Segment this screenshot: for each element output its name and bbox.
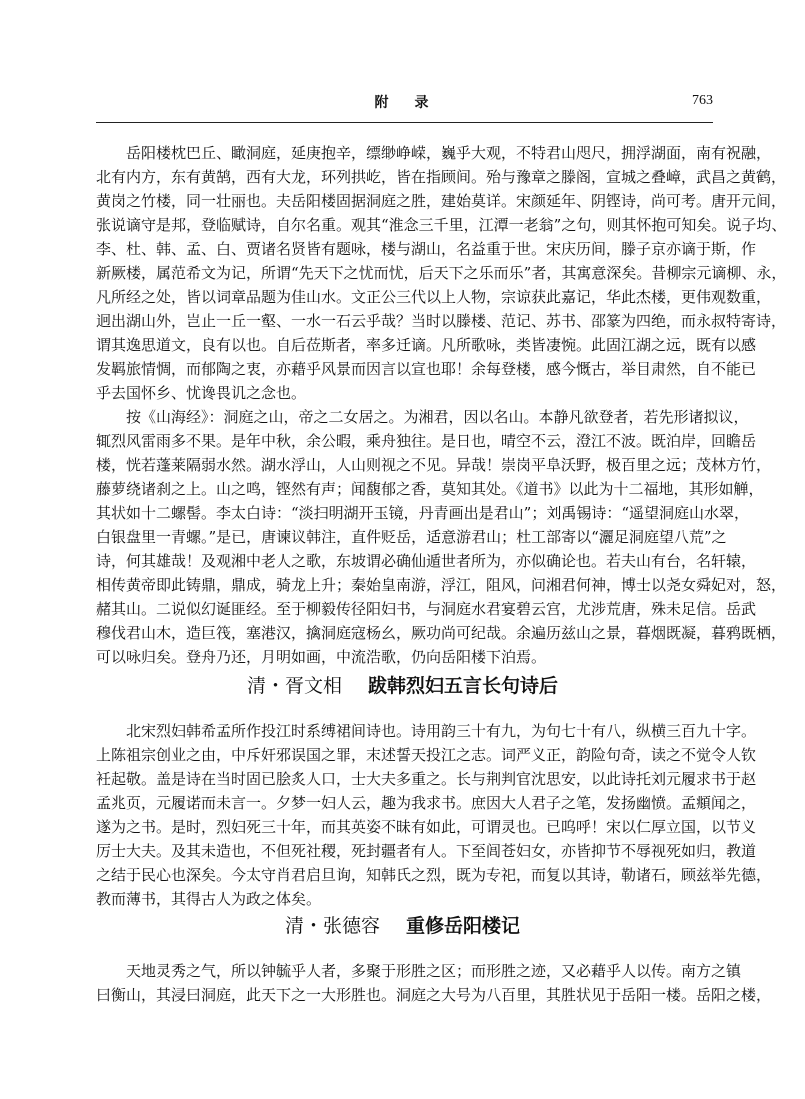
text-line: 诗，何其雄哉！及观湘中老人之歌，东坡谓必确仙遁世者所为，亦似确论也。若夫山有台，名轩辕， [96, 552, 757, 570]
text-line: 之结于民心也深矣。今太守肖君启旦询，知韩氏之烈，既为专祀，而复以其诗，勒诸石，顾兹举先德， [96, 866, 772, 884]
text-line: 衽起敬。盖是诗在当时固已脍炙人口，士大夫多重之。长与荆判官沈思安，以此诗托刘元履求书于赵 [96, 770, 757, 788]
header-rule [96, 122, 713, 123]
text-line: 张说谪守是邦，登临赋诗，自尔名重。观其“淮念三千里，江潭一老翁”之句，则其怀抱可知矣。说子均、 [96, 216, 787, 234]
text-line: 曰衡山，其浸曰洞庭，此天下之一大形胜也。洞庭之大号为八百里，其胜状见于岳阳一楼。岳阳之楼， [96, 986, 772, 1004]
text-line: 黄岗之竹楼，同一壮丽也。夫岳阳楼固据洞庭之胜，建始莫详。宋颜延年、阴铿诗，尚可考。唐开元间， [96, 192, 787, 210]
section-author: 清・胥文相 [246, 675, 342, 697]
section-work-title: 跋韩烈妇五言长句诗后 [368, 675, 559, 697]
text-line: 发羁旅情惆，而郁陶之衷，亦藉乎风景而因言以宣也耶！余每登楼，感今慨古，举目肃然，自不能已 [96, 360, 757, 378]
text-line: 楼，恍若蓬莱隔弱水然。湖水浮山，人山则视之不见。异哉！崇岗平阜沃野，极百里之远；茂林方竹， [96, 456, 772, 474]
text-line: 辄烈风雷雨多不果。是年中秋，余公暇，乘舟独往。是日也，晴空不云，澄江不波。既泊岸，回瞻岳 [96, 432, 757, 450]
page-number: 763 [692, 93, 713, 108]
text-line: 厉士大夫。及其未造也，不但死社稷，死封疆者有人。下至闾苍妇女，亦皆抑节不辱视死如归，教道 [96, 842, 757, 860]
text-line: 赭其山。二说似幻诞匪经。至于柳毅传径阳妇书，与洞庭水君宴碧云宫，尤涉荒唐，殊未足信。岳武 [96, 600, 757, 618]
text-line: 北宋烈妇韩希孟所作投江时系缚裙间诗也。诗用韵三十有九，为句七十有八，纵横三百九十字。 [126, 722, 757, 740]
text-line: 其状如十二螺髻。李太白诗：“淡扫明湖开玉镜，丹青画出是君山”；刘禹锡诗：“遥望洞庭山水翠， [96, 504, 750, 522]
text-line: 教而薄书，其得古人为政之体矣。 [96, 890, 322, 908]
text-line: 岳阳楼枕巴丘、瞰洞庭，延庚抱辛，缥缈峥嵘，巍乎大观，不特君山咫尺，拥浮湖面，南有祝融， [126, 144, 772, 162]
section-work-title: 重修岳阳楼记 [406, 915, 521, 937]
running-header [96, 92, 713, 116]
text-line: 白银盘里一青螺。”是已，唐谏议韩注，直件贬岳，适意游君山；杜工部寄以“灑足洞庭望八荒”之 [96, 528, 727, 546]
section-author: 清・张德容 [284, 915, 380, 937]
text-line: 上陈祖宗创业之由，中斥奸邪误国之罪，末述誓天投江之志。词严义正，韵险句奇，读之不觉令人钦 [96, 746, 757, 764]
text-line: 穆伐君山木，造巨筏，塞港汉，擒洞庭寇杨幺，厥功尚可纪哉。余遍历兹山之景，暮烟既凝，暮鸦既栖， [96, 624, 787, 642]
text-line: 迥出湖山外，岂止一丘一壑、一水一石云乎哉？当时以滕楼、范记、苏书、邵篆为四绝，而永叔特寄诗， [96, 312, 787, 330]
text-line: 藤萝绕诸刹之上。山之鸣，铿然有声；闻馥郁之香，莫知其处。《道书》以此为十二福地，其形如觯， [96, 480, 764, 498]
text-line: 相传黄帝即此铸鼎，鼎成，骑龙上升；秦始皇南游，浮江，阻风，问湘君何神，博士以尧女舜妃对，怒， [96, 576, 787, 594]
section-heading [0, 912, 805, 940]
header-section-title: 附 录 [374, 95, 435, 111]
text-line: 按《山海经》：洞庭之山，帝之二女居之。为湘君，因以名山。本静凡欲登者，若先形诸拟议， [126, 408, 749, 426]
text-line: 新厥楼，属范希文为记，所谓“先天下之忧而忧，后天下之乐而乐”者，其寓意深矣。昔柳宗元谪柳、永， [96, 264, 787, 282]
section-heading [0, 672, 805, 700]
text-line: 谓其逸思道文，良有以也。自后莅斯者，率多迁谪。凡所歌咏，类皆凄惋。此固江湖之远，既有以感 [96, 336, 757, 354]
text-line: 李、杜、韩、孟、白、贾诸名贤皆有题咏，楼与湖山，名益重于世。宋庆历间，滕子京亦谪于斯，作 [96, 240, 757, 258]
text-line: 天地灵秀之气，所以钟毓乎人者，多聚于形胜之区；而形胜之迹，又必藉乎人以传。南方之镇 [126, 962, 742, 980]
text-line: 孟兆页，元履诺而未言一。夕梦一妇人云，趣为我求书。庶因大人君子之笔，发扬幽愤。孟頫闻之， [96, 794, 757, 812]
text-line: 可以咏归矣。登舟乃还，月明如画，中流浩歌，仍向岳阳楼下泊焉。 [96, 648, 547, 666]
text-line: 北有内方，东有黄鹄，西有大龙，环列拱屹，皆在指顾间。殆与豫章之滕阁，宣城之叠嶂，武昌之黄鹤， [96, 168, 787, 186]
text-line: 乎去国怀乡、忧谗畏讥之念也。 [96, 384, 307, 402]
text-line: 凡所经之处，皆以词章品题为佳山水。文正公三代以上人物，宗谅获此嘉记，华此杰楼，更伟观数重， [96, 288, 772, 306]
text-line: 遂为之书。是时，烈妇死三十年，而其英姿不昧有如此，可谓灵也。已呜呼！宋以仁厚立国，以节义 [96, 818, 757, 836]
